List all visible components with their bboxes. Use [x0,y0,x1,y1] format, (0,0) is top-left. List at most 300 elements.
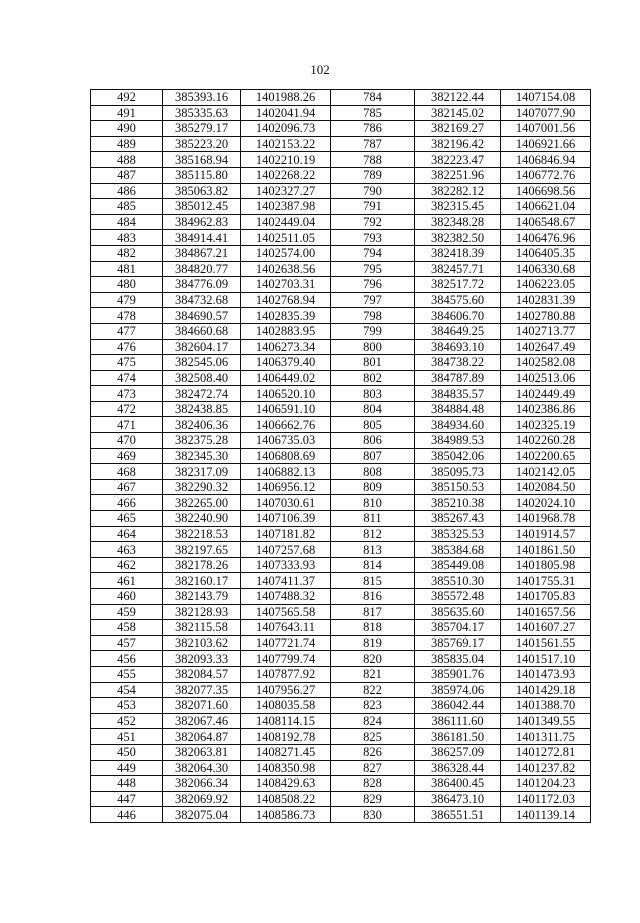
point-number-left-cell: 477 [91,323,163,339]
table-row [91,776,591,792]
y-coordinate-right-cell: 1401349.55 [501,713,591,729]
y-coordinate-right-cell: 1402024.10 [501,495,591,511]
point-number-left-cell: 458 [91,620,163,636]
point-number-left-cell: 456 [91,651,163,667]
y-coordinate-right-cell: 1406223.05 [501,277,591,293]
x-coordinate-left-cell: 382084.57 [163,666,241,682]
x-coordinate-left-cell: 382406.36 [163,417,241,433]
point-number-left-cell: 453 [91,698,163,714]
x-coordinate-left-cell: 384732.68 [163,292,241,308]
point-number-right-cell: 802 [331,370,415,386]
x-coordinate-right-cell: 385635.60 [415,604,501,620]
x-coordinate-right-cell: 385572.48 [415,589,501,605]
table-row [91,433,591,449]
point-number-right-cell: 823 [331,698,415,714]
y-coordinate-right-cell: 1406921.66 [501,136,591,152]
y-coordinate-left-cell: 1402210.19 [241,152,331,168]
table-row [91,573,591,589]
x-coordinate-right-cell: 384989.53 [415,433,501,449]
y-coordinate-right-cell: 1401204.23 [501,776,591,792]
table-row [91,542,591,558]
y-coordinate-right-cell: 1402780.88 [501,308,591,324]
y-coordinate-left-cell: 1402574.00 [241,245,331,261]
table-row [91,698,591,714]
point-number-left-cell: 481 [91,261,163,277]
x-coordinate-left-cell: 385063.82 [163,183,241,199]
y-coordinate-left-cell: 1402511.05 [241,230,331,246]
point-number-right-cell: 785 [331,105,415,121]
page-number: 102 [310,62,330,77]
point-number-right-cell: 821 [331,666,415,682]
x-coordinate-right-cell: 384787.89 [415,370,501,386]
y-coordinate-left-cell: 1408271.45 [241,744,331,760]
x-coordinate-right-cell: 384934.60 [415,417,501,433]
point-number-right-cell: 798 [331,308,415,324]
table-row [91,729,591,745]
x-coordinate-right-cell: 385449.08 [415,557,501,573]
y-coordinate-right-cell: 1401172.03 [501,791,591,807]
table-row [91,214,591,230]
point-number-left-cell: 460 [91,589,163,605]
y-coordinate-left-cell: 1406379.40 [241,355,331,371]
x-coordinate-left-cell: 385223.20 [163,136,241,152]
point-number-left-cell: 448 [91,776,163,792]
point-number-left-cell: 482 [91,245,163,261]
x-coordinate-right-cell: 385704.17 [415,620,501,636]
y-coordinate-right-cell: 1402513.06 [501,370,591,386]
x-coordinate-right-cell: 385835.04 [415,651,501,667]
table-row [91,760,591,776]
x-coordinate-right-cell: 385150.53 [415,479,501,495]
point-number-left-cell: 475 [91,355,163,371]
table-row [91,386,591,402]
y-coordinate-right-cell: 1402325.19 [501,417,591,433]
y-coordinate-right-cell: 1401388.70 [501,698,591,714]
x-coordinate-right-cell: 385042.06 [415,448,501,464]
x-coordinate-left-cell: 385115.80 [163,167,241,183]
y-coordinate-left-cell: 1407956.27 [241,682,331,698]
x-coordinate-right-cell: 386257.09 [415,744,501,760]
table-row [91,199,591,215]
point-number-right-cell: 809 [331,479,415,495]
point-number-left-cell: 466 [91,495,163,511]
y-coordinate-right-cell: 1401272.81 [501,744,591,760]
y-coordinate-left-cell: 1407411.37 [241,573,331,589]
y-coordinate-right-cell: 1402260.28 [501,433,591,449]
y-coordinate-left-cell: 1406449.02 [241,370,331,386]
y-coordinate-left-cell: 1407333.93 [241,557,331,573]
x-coordinate-left-cell: 382604.17 [163,339,241,355]
point-number-right-cell: 784 [331,90,415,106]
table-row [91,90,591,106]
x-coordinate-right-cell: 385210.38 [415,495,501,511]
point-number-right-cell: 796 [331,277,415,293]
point-number-left-cell: 469 [91,448,163,464]
table-row [91,511,591,527]
point-number-right-cell: 808 [331,464,415,480]
x-coordinate-left-cell: 385168.94 [163,152,241,168]
y-coordinate-right-cell: 1406476.96 [501,230,591,246]
coordinates-table [90,89,591,823]
table-row [91,277,591,293]
table-row [91,666,591,682]
y-coordinate-left-cell: 1402449.04 [241,214,331,230]
table-row [91,370,591,386]
y-coordinate-left-cell: 1407721.74 [241,635,331,651]
x-coordinate-left-cell: 384962.83 [163,214,241,230]
x-coordinate-left-cell: 384914.41 [163,230,241,246]
y-coordinate-left-cell: 1406662.76 [241,417,331,433]
y-coordinate-left-cell: 1402387.98 [241,199,331,215]
y-coordinate-left-cell: 1408429.63 [241,776,331,792]
y-coordinate-right-cell: 1402449.49 [501,386,591,402]
point-number-left-cell: 489 [91,136,163,152]
y-coordinate-left-cell: 1401988.26 [241,90,331,106]
x-coordinate-right-cell: 384738.22 [415,355,501,371]
x-coordinate-right-cell: 386400.45 [415,776,501,792]
x-coordinate-right-cell: 385974.06 [415,682,501,698]
x-coordinate-left-cell: 382317.09 [163,464,241,480]
point-number-left-cell: 463 [91,542,163,558]
point-number-left-cell: 490 [91,121,163,137]
x-coordinate-left-cell: 382218.53 [163,526,241,542]
y-coordinate-left-cell: 1406520.10 [241,386,331,402]
x-coordinate-left-cell: 382093.33 [163,651,241,667]
point-number-left-cell: 450 [91,744,163,760]
y-coordinate-left-cell: 1407488.32 [241,589,331,605]
y-coordinate-right-cell: 1406621.04 [501,199,591,215]
x-coordinate-right-cell: 385325.53 [415,526,501,542]
point-number-left-cell: 486 [91,183,163,199]
x-coordinate-left-cell: 384660.68 [163,323,241,339]
x-coordinate-right-cell: 384606.70 [415,308,501,324]
table-row [91,620,591,636]
point-number-right-cell: 828 [331,776,415,792]
y-coordinate-right-cell: 1402200.65 [501,448,591,464]
y-coordinate-right-cell: 1401968.78 [501,511,591,527]
x-coordinate-right-cell: 384835.57 [415,386,501,402]
x-coordinate-right-cell: 382282.12 [415,183,501,199]
y-coordinate-right-cell: 1401517.10 [501,651,591,667]
x-coordinate-left-cell: 382075.04 [163,807,241,823]
table-row [91,464,591,480]
point-number-left-cell: 464 [91,526,163,542]
point-number-left-cell: 473 [91,386,163,402]
x-coordinate-left-cell: 382067.46 [163,713,241,729]
x-coordinate-left-cell: 382375.28 [163,433,241,449]
y-coordinate-left-cell: 1402835.39 [241,308,331,324]
x-coordinate-right-cell: 382145.02 [415,105,501,121]
x-coordinate-right-cell: 386551.51 [415,807,501,823]
table-row [91,635,591,651]
x-coordinate-left-cell: 382160.17 [163,573,241,589]
point-number-left-cell: 480 [91,277,163,293]
x-coordinate-left-cell: 382265.00 [163,495,241,511]
x-coordinate-left-cell: 385393.16 [163,90,241,106]
y-coordinate-left-cell: 1407181.82 [241,526,331,542]
point-number-right-cell: 819 [331,635,415,651]
table-row [91,245,591,261]
table-row [91,167,591,183]
table-row [91,136,591,152]
x-coordinate-left-cell: 385279.17 [163,121,241,137]
table-row [91,495,591,511]
point-number-right-cell: 800 [331,339,415,355]
point-number-left-cell: 476 [91,339,163,355]
y-coordinate-right-cell: 1401139.14 [501,807,591,823]
point-number-left-cell: 465 [91,511,163,527]
table-row [91,713,591,729]
y-coordinate-right-cell: 1401861.50 [501,542,591,558]
x-coordinate-right-cell: 386042.44 [415,698,501,714]
y-coordinate-right-cell: 1401607.27 [501,620,591,636]
point-number-right-cell: 815 [331,573,415,589]
point-number-right-cell: 793 [331,230,415,246]
y-coordinate-left-cell: 1406882.13 [241,464,331,480]
x-coordinate-right-cell: 386328.44 [415,760,501,776]
y-coordinate-left-cell: 1402153.22 [241,136,331,152]
table-row [91,807,591,823]
point-number-right-cell: 797 [331,292,415,308]
point-number-left-cell: 470 [91,433,163,449]
x-coordinate-right-cell: 385384.68 [415,542,501,558]
table-row [91,604,591,620]
point-number-right-cell: 803 [331,386,415,402]
x-coordinate-left-cell: 384820.77 [163,261,241,277]
y-coordinate-right-cell: 1401657.56 [501,604,591,620]
y-coordinate-left-cell: 1402268.22 [241,167,331,183]
y-coordinate-right-cell: 1401755.31 [501,573,591,589]
y-coordinate-left-cell: 1406273.34 [241,339,331,355]
y-coordinate-right-cell: 1407077.90 [501,105,591,121]
y-coordinate-right-cell: 1401705.83 [501,589,591,605]
x-coordinate-left-cell: 382077.35 [163,682,241,698]
table-row [91,121,591,137]
y-coordinate-left-cell: 1408035.58 [241,698,331,714]
x-coordinate-right-cell: 382348.28 [415,214,501,230]
table-row [91,355,591,371]
point-number-right-cell: 789 [331,167,415,183]
y-coordinate-left-cell: 1407257.68 [241,542,331,558]
x-coordinate-left-cell: 385335.63 [163,105,241,121]
y-coordinate-left-cell: 1407799.74 [241,651,331,667]
y-coordinate-left-cell: 1402638.56 [241,261,331,277]
point-number-left-cell: 491 [91,105,163,121]
table-row [91,401,591,417]
y-coordinate-right-cell: 1402713.77 [501,323,591,339]
point-number-left-cell: 474 [91,370,163,386]
point-number-right-cell: 791 [331,199,415,215]
y-coordinate-left-cell: 1408508.22 [241,791,331,807]
x-coordinate-left-cell: 382545.06 [163,355,241,371]
point-number-left-cell: 472 [91,401,163,417]
x-coordinate-left-cell: 382066.34 [163,776,241,792]
point-number-right-cell: 806 [331,433,415,449]
point-number-right-cell: 824 [331,713,415,729]
y-coordinate-right-cell: 1407154.08 [501,90,591,106]
y-coordinate-right-cell: 1402084.50 [501,479,591,495]
x-coordinate-left-cell: 384867.21 [163,245,241,261]
y-coordinate-right-cell: 1401561.55 [501,635,591,651]
point-number-right-cell: 820 [331,651,415,667]
x-coordinate-right-cell: 382315.45 [415,199,501,215]
x-coordinate-left-cell: 382103.62 [163,635,241,651]
point-number-right-cell: 790 [331,183,415,199]
point-number-right-cell: 811 [331,511,415,527]
point-number-right-cell: 829 [331,791,415,807]
y-coordinate-right-cell: 1401429.18 [501,682,591,698]
point-number-right-cell: 805 [331,417,415,433]
table-row [91,230,591,246]
point-number-left-cell: 455 [91,666,163,682]
x-coordinate-right-cell: 382251.96 [415,167,501,183]
x-coordinate-left-cell: 382197.65 [163,542,241,558]
x-coordinate-right-cell: 386111.60 [415,713,501,729]
y-coordinate-right-cell: 1401805.98 [501,557,591,573]
point-number-left-cell: 461 [91,573,163,589]
table-row [91,183,591,199]
point-number-right-cell: 830 [331,807,415,823]
x-coordinate-left-cell: 382071.60 [163,698,241,714]
point-number-left-cell: 454 [91,682,163,698]
x-coordinate-right-cell: 386181.50 [415,729,501,745]
point-number-right-cell: 792 [331,214,415,230]
table-row [91,339,591,355]
x-coordinate-right-cell: 382457.71 [415,261,501,277]
y-coordinate-right-cell: 1406405.35 [501,245,591,261]
point-number-right-cell: 822 [331,682,415,698]
table-row [91,526,591,542]
point-number-right-cell: 818 [331,620,415,636]
y-coordinate-right-cell: 1402831.39 [501,292,591,308]
point-number-left-cell: 451 [91,729,163,745]
point-number-right-cell: 813 [331,542,415,558]
y-coordinate-left-cell: 1408350.98 [241,760,331,776]
point-number-left-cell: 478 [91,308,163,324]
x-coordinate-right-cell: 385095.73 [415,464,501,480]
y-coordinate-right-cell: 1406330.68 [501,261,591,277]
y-coordinate-right-cell: 1402142.05 [501,464,591,480]
table-row [91,417,591,433]
x-coordinate-right-cell: 385769.17 [415,635,501,651]
x-coordinate-left-cell: 382115.58 [163,620,241,636]
y-coordinate-right-cell: 1406548.67 [501,214,591,230]
y-coordinate-right-cell: 1406698.56 [501,183,591,199]
y-coordinate-left-cell: 1402883.95 [241,323,331,339]
x-coordinate-left-cell: 384690.57 [163,308,241,324]
x-coordinate-left-cell: 382063.81 [163,744,241,760]
table-row [91,308,591,324]
point-number-left-cell: 485 [91,199,163,215]
y-coordinate-right-cell: 1406772.76 [501,167,591,183]
x-coordinate-right-cell: 385901.76 [415,666,501,682]
table-row [91,105,591,121]
x-coordinate-right-cell: 385510.30 [415,573,501,589]
y-coordinate-left-cell: 1406735.03 [241,433,331,449]
point-number-left-cell: 446 [91,807,163,823]
point-number-left-cell: 462 [91,557,163,573]
y-coordinate-left-cell: 1402041.94 [241,105,331,121]
point-number-left-cell: 479 [91,292,163,308]
point-number-left-cell: 447 [91,791,163,807]
x-coordinate-left-cell: 382508.40 [163,370,241,386]
table-row [91,152,591,168]
y-coordinate-left-cell: 1402096.73 [241,121,331,137]
x-coordinate-right-cell: 384884.48 [415,401,501,417]
y-coordinate-left-cell: 1406591.10 [241,401,331,417]
y-coordinate-left-cell: 1402768.94 [241,292,331,308]
y-coordinate-right-cell: 1406846.94 [501,152,591,168]
point-number-right-cell: 786 [331,121,415,137]
x-coordinate-left-cell: 382438.85 [163,401,241,417]
y-coordinate-left-cell: 1408192.78 [241,729,331,745]
y-coordinate-right-cell: 1401237.82 [501,760,591,776]
y-coordinate-right-cell: 1402386.86 [501,401,591,417]
x-coordinate-left-cell: 385012.45 [163,199,241,215]
table-row [91,557,591,573]
y-coordinate-right-cell: 1407001.56 [501,121,591,137]
x-coordinate-left-cell: 382472.74 [163,386,241,402]
x-coordinate-right-cell: 384575.60 [415,292,501,308]
point-number-left-cell: 483 [91,230,163,246]
point-number-right-cell: 826 [331,744,415,760]
point-number-right-cell: 788 [331,152,415,168]
table-row [91,589,591,605]
point-number-left-cell: 449 [91,760,163,776]
x-coordinate-right-cell: 384649.25 [415,323,501,339]
table-row [91,323,591,339]
point-number-left-cell: 487 [91,167,163,183]
y-coordinate-left-cell: 1407565.58 [241,604,331,620]
x-coordinate-right-cell: 386473.10 [415,791,501,807]
x-coordinate-right-cell: 382196.42 [415,136,501,152]
x-coordinate-right-cell: 382382.50 [415,230,501,246]
x-coordinate-left-cell: 382178.26 [163,557,241,573]
point-number-left-cell: 488 [91,152,163,168]
point-number-left-cell: 492 [91,90,163,106]
y-coordinate-right-cell: 1402647.49 [501,339,591,355]
y-coordinate-left-cell: 1407643.11 [241,620,331,636]
y-coordinate-left-cell: 1408114.15 [241,713,331,729]
table-row [91,791,591,807]
point-number-right-cell: 810 [331,495,415,511]
x-coordinate-right-cell: 384693.10 [415,339,501,355]
x-coordinate-left-cell: 382128.93 [163,604,241,620]
x-coordinate-left-cell: 384776.09 [163,277,241,293]
point-number-right-cell: 795 [331,261,415,277]
table-row [91,744,591,760]
x-coordinate-left-cell: 382240.90 [163,511,241,527]
x-coordinate-right-cell: 382169.27 [415,121,501,137]
y-coordinate-left-cell: 1402703.31 [241,277,331,293]
point-number-right-cell: 817 [331,604,415,620]
point-number-left-cell: 452 [91,713,163,729]
point-number-left-cell: 484 [91,214,163,230]
point-number-right-cell: 787 [331,136,415,152]
table-row [91,479,591,495]
y-coordinate-left-cell: 1407106.39 [241,511,331,527]
point-number-left-cell: 459 [91,604,163,620]
x-coordinate-left-cell: 382064.87 [163,729,241,745]
point-number-right-cell: 825 [331,729,415,745]
point-number-right-cell: 801 [331,355,415,371]
table-row [91,651,591,667]
point-number-left-cell: 468 [91,464,163,480]
y-coordinate-right-cell: 1401311.75 [501,729,591,745]
y-coordinate-left-cell: 1402327.27 [241,183,331,199]
point-number-left-cell: 467 [91,479,163,495]
x-coordinate-right-cell: 382122.44 [415,90,501,106]
